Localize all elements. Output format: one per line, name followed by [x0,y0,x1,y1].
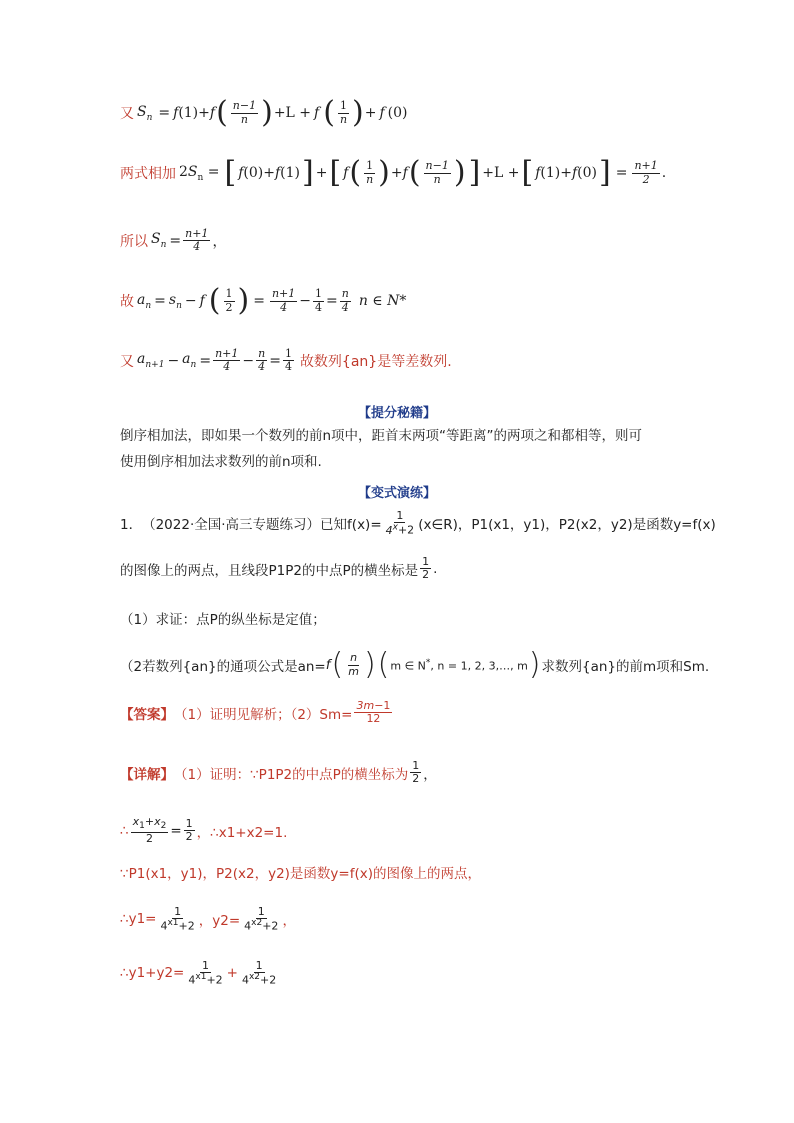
math-sn: $S_n$ [137,103,153,123]
text-gu: 故 [120,294,134,310]
eq-sn-result: 所以 $S_n$ = $\frac{n+1}{4}$ ， [120,227,227,254]
variant-title: 【变式演练】 [357,486,436,501]
text-conclusion: 故数列{an}是等差数列. [299,353,452,370]
eq-sum-two: 两式相加 $2S_n$ = [ f(0)+f(1) ] + [ f ( $\frac{1}{n}$ ) + f ( $\frac{n-1}{n}$ ) ] +L + [ f(1)+f(0) ] = $\frac{n+1}{2}$ . [120,155,667,190]
answer-line: 【答案】 （1）证明见解析；（2）Sm= $\frac{3m-1}{12}$ [120,699,391,726]
problem-line-1: 1． （2022·全国·高三专题练习） 已知f(x)= $\frac{1}{4^x+2}$ (x∈R)，P1(x1，y1)，P2(x2，y2)是函数y=f(x) [120,509,716,537]
fraction: $\frac{1}{n}$ [339,99,348,126]
detail-line-2: ∴ $\frac{x_1+x_2}{2}$ = $\frac{1}{2}$ ，∴x1+x2=1. [120,815,288,846]
problem-line-2: 的图像上的两点，且线段P1P2的中点P的横坐标是 $\frac{1}{2}$ . [120,555,438,582]
n-in-N: n ∈ N* [358,293,407,309]
text-you2: 又 [120,353,134,370]
eq-an: 故 $a_n$ = $s_n$ − f ( $\frac{1}{2}$ ) = $\frac{n+1}{4}$ − $\frac{1}{4}$ = $\frac{n}{4}$ n ∈ N* [120,283,407,318]
problem-q1: （1）求证：点P的纵坐标是定值； [120,612,326,628]
text-add: 两式相加 [120,166,176,182]
detail-line-4: ∴y1= $\frac{1}{4^{x1}+2}$ ，y2= $\frac{1}{4^{x2}+2}$ ， [120,905,296,933]
detail-line-1: 【详解】 （1）证明：∵P1P2的中点P的横坐标为 $\frac{1}{2}$ ， [120,759,437,786]
eq-sn-reverse: 又 $S_n$ = f (1)+ f ( $\frac{n-1}{n}$ ) +L + f ( $\frac{1}{n}$ ) + f (0) [120,95,408,130]
problem-q2: （2若数列{an}的通项公式是an= f ( $\frac{n}{m}$ ) ( m ∈ N*, n = 1, 2, 3,…, m ) 求数列{an}的前m项和Sm. [120,647,710,682]
tip-text-2: 使用倒序相加法求数列的前n项和. [120,454,322,470]
tip-title: 【提分秘籍】 [357,406,436,421]
detail-line-3: ∵P1(x1，y1)，P2(x2，y2)是函数y=f(x)的图像上的两点， [120,866,482,882]
fraction: $\frac{n-1}{n}$ [232,99,257,126]
detail-line-5: ∴y1+y2= $\frac{1}{4^{x1}+2}$ + $\frac{1}{4^{x2}+2}$ [120,959,277,987]
text-so: 所以 [120,233,148,250]
eq-diff: 又 $a_{n+1}$ − $a_n$ = $\frac{n+1}{4}$ − $\frac{n}{4}$ = $\frac{1}{4}$ 故数列{an}是等差数列. [120,347,452,374]
tip-text-1: 倒序相加法，即如果一个数列的前n项中，距首末两项“等距离”的两项之和都相等，则可 [120,428,643,444]
text-you: 又 [120,106,134,122]
